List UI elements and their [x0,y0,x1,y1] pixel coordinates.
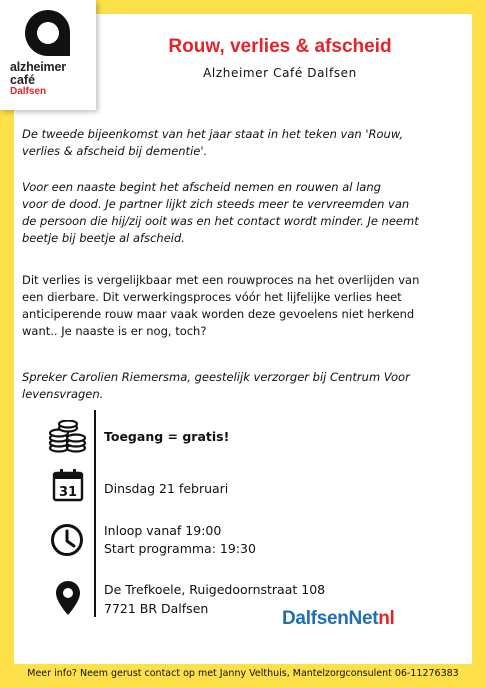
logo-text-cafe: café [10,73,36,87]
logo-a-icon [22,8,74,58]
alzheimer-cafe-logo [0,0,96,110]
calendar-day: 31 [58,485,78,500]
description-paragraph: Voor een naaste begint het afscheid nemen en rouwen al lang voor de dood. Je partner lijkt zich steeds meer te vervreemden van de persoon die hij/zij ooit was en het contact wordt minder. Je neemt beetje bij beetje al afscheid. [22,180,419,245]
page-subtitle: Alzheimer Café Dalfsen [203,66,357,80]
footer-contact: Meer info? Neem gerust contact op met Janny Velthuis, Mantelzorgconsulent 06-11276383 [27,668,459,679]
calendar-icon [52,468,84,502]
event-date: Dinsdag 21 februari [104,481,229,496]
entry-price: Toegang = gratis! [104,429,230,444]
clock-icon [50,523,84,557]
program-start-time: Start programma: 19:30 [104,541,256,556]
page-title: Rouw, verlies & afscheid [168,36,392,57]
info-divider [94,410,96,617]
location-pin-icon [55,580,81,616]
coins-icon [48,420,88,454]
venue-postcode-city: 7721 BR Dalfsen [104,601,209,616]
logo-text-dalfsen: Dalfsen [10,86,47,97]
logo-text-alzheimer: alzheimer [10,60,66,74]
walk-in-time: Inloop vanaf 19:00 [104,523,222,538]
intro-paragraph: De tweede bijeenkomst van het jaar staat in het teken van 'Rouw, verlies & afscheid bij dementie'. [22,127,404,158]
explanation-paragraph: Dit verlies is vergelijkbaar met een rouwproces na het overlijden van een dierbare. Dit verwerkingsproces vóór het lijfelijke verlies heet anticiperende rouw maar vaak worden deze gevoelens niet herkend want.. Je naaste is er nog, toch? [22,273,420,338]
brand-tld: nl [378,608,395,629]
dalfsennet-logo [282,608,395,630]
speaker-paragraph: Spreker Carolien Riemersma, geestelijk verzorger bij Centrum Voor levensvragen. [22,370,410,401]
venue-address: De Trefkoele, Ruigedoornstraat 108 [104,582,326,597]
brand-name: DalfsenNet [282,608,379,629]
